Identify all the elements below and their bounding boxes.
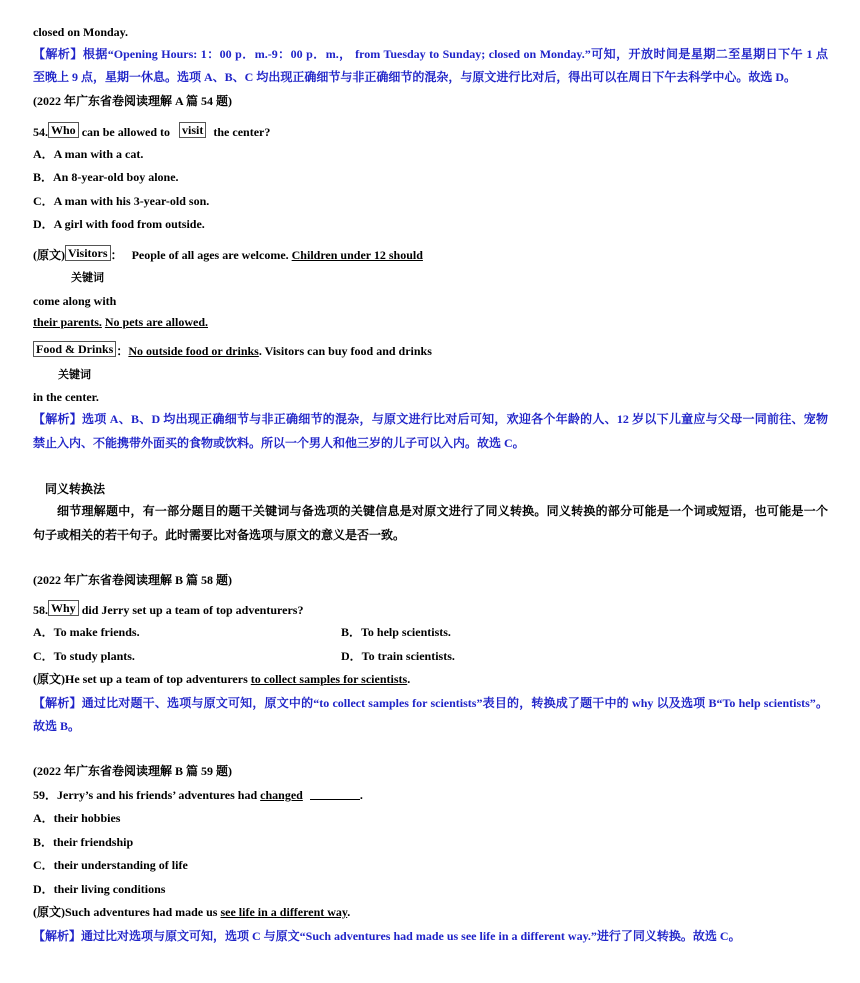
original-text: (原文)Such adventures had made us [33,905,218,919]
q54-option-d: D．A girl with food from outside. [33,217,205,231]
question-text: did Jerry set up a team of top adventurers? [81,603,304,617]
q59-analysis [33,928,741,944]
question-underlined: changed [260,788,303,802]
question-text: the center? [213,125,271,139]
q54-option-c: C．A man with his 3-year-old son. [33,194,210,208]
original-underlined: Children under 12 should [291,248,423,262]
analysis-tag: 【解析】 [33,47,83,61]
q58-source: (2022 年广东省卷阅读理解 B 篇 58 题) [33,573,232,587]
keyword-label: 关键词 [71,272,104,284]
original-underlined: No outside food or drinks [128,344,259,358]
q58-option-a: A．To make friends. [33,625,140,639]
keyword-label: 关键词 [58,369,91,381]
analysis-tag: 【解析】 [33,696,82,710]
original-end: . [407,672,411,686]
q54-option-a: A．A man with a cat. [33,147,144,161]
intro-analysis-1 [33,46,828,62]
q54-question [33,122,270,140]
q59-question [33,787,363,803]
analysis-tag: 【解析】 [33,929,82,943]
original-text: People of all ages are welcome. [131,248,289,262]
original-prefix: (原文) [33,248,65,262]
q54-original-line3 [33,314,208,330]
colon: ： [116,344,129,358]
q59-source: (2022 年广东省卷阅读理解 B 篇 59 题) [33,764,232,778]
keyword-box: Visitors [65,245,111,261]
analysis-tag: 【解析】 [33,412,83,426]
keyword-box: Food & Drinks [33,341,116,357]
q54-analysis-1 [33,411,828,427]
intro-analysis-2: 至晚上 9 点，星期一休息。选项 A、B、C 均出现正确细节与非正确细节的混杂，与原文进行比对后，得出可以在周日下午去科学中心。故选 D。 [33,70,797,84]
keyword-box: Who [48,122,79,138]
q54-original-line5: in the center. [33,390,99,404]
question-number: 54. [33,125,48,139]
analysis-text: 根据“Opening Hours: 1：00 p．m.-9：00 p．m.， from Tuesday to Sunday; closed on Monday.”可知，开放时间是星期二至星期日下午 1 点 [82,47,828,61]
question-number: 59． [33,788,58,802]
q59-original [33,904,350,920]
method-paragraph-2: 句子或相关的若干句子。此时需要比对备选项与原文的意义是否一致。 [33,528,406,542]
q59-option-b: B．their friendship [33,835,134,849]
original-underlined: see life in a different way [220,905,348,919]
q59-option-a: A．their hobbies [33,811,121,825]
q58-analysis-1 [33,695,828,711]
q58-option-b: B．To help scientists. [341,625,451,639]
intro-line: closed on Monday. [33,25,129,39]
q58-analysis-2: 故选 B。 [33,719,81,733]
question-end: . [359,788,363,802]
q54-source: (2022 年广东省卷阅读理解 A 篇 54 题) [33,94,232,108]
original-text: (原文)He set up a team of top adventurers [33,672,248,686]
q58-question [33,600,303,618]
question-text: Jerry’s and his friends’ adventures had [57,788,258,802]
q58-option-d: D．To train scientists. [341,649,455,663]
section-title: 同义转换法 [45,482,106,496]
q54-option-b: B．An 8-year-old boy alone. [33,170,179,184]
question-text: can be allowed to [81,125,171,139]
q54-original-line2: come along with [33,294,117,308]
q58-option-c: C．To study plants. [33,649,135,663]
keyword-box: visit [179,122,206,138]
analysis-text: 通过比对题干、选项与原文可知，原文中的“to collect samples for scientists”表目的，转换成了题干中的 why 以及选项 B“To help scientists”。 [81,696,828,710]
method-paragraph-1: 细节理解题中，有一部分题目的题干关键词与备选项的关键信息是对原文进行了同义转换。同义转换的部分可能是一个词或短语，也可能是一个 [57,504,828,518]
original-underlined: No pets are allowed. [104,315,208,329]
q54-original-food [33,341,432,359]
colon: ： [110,248,123,262]
keyword-box: Why [48,600,79,616]
q54-analysis-2: 禁止入内、不能携带外面买的食物或饮料。所以一个男人和他三岁的儿子可以入内。故选 C。 [33,436,525,450]
q58-original [33,671,410,687]
answer-blank [310,788,360,800]
q59-option-c: C．their understanding of life [33,858,188,872]
q54-original-line1 [33,245,429,263]
question-number: 58. [33,603,48,617]
q59-option-d: D．their living conditions [33,882,166,896]
original-end: . [347,905,351,919]
analysis-text: 选项 A、B、D 均出现正确细节与非正确细节的混杂，与原文进行比对后可知，欢迎各个年龄的人、12 岁以下儿童应与父母一同前往、宠物 [82,412,828,426]
original-text: . Visitors can buy food and drinks [258,344,432,358]
original-underlined: their parents. [33,315,102,329]
original-underlined: to collect samples for scientists [250,672,408,686]
analysis-text: 通过比对选项与原文可知，选项 C 与原文“Such adventures had made us see life in a different way.”进行了同义转换。故选 C。 [81,929,741,943]
